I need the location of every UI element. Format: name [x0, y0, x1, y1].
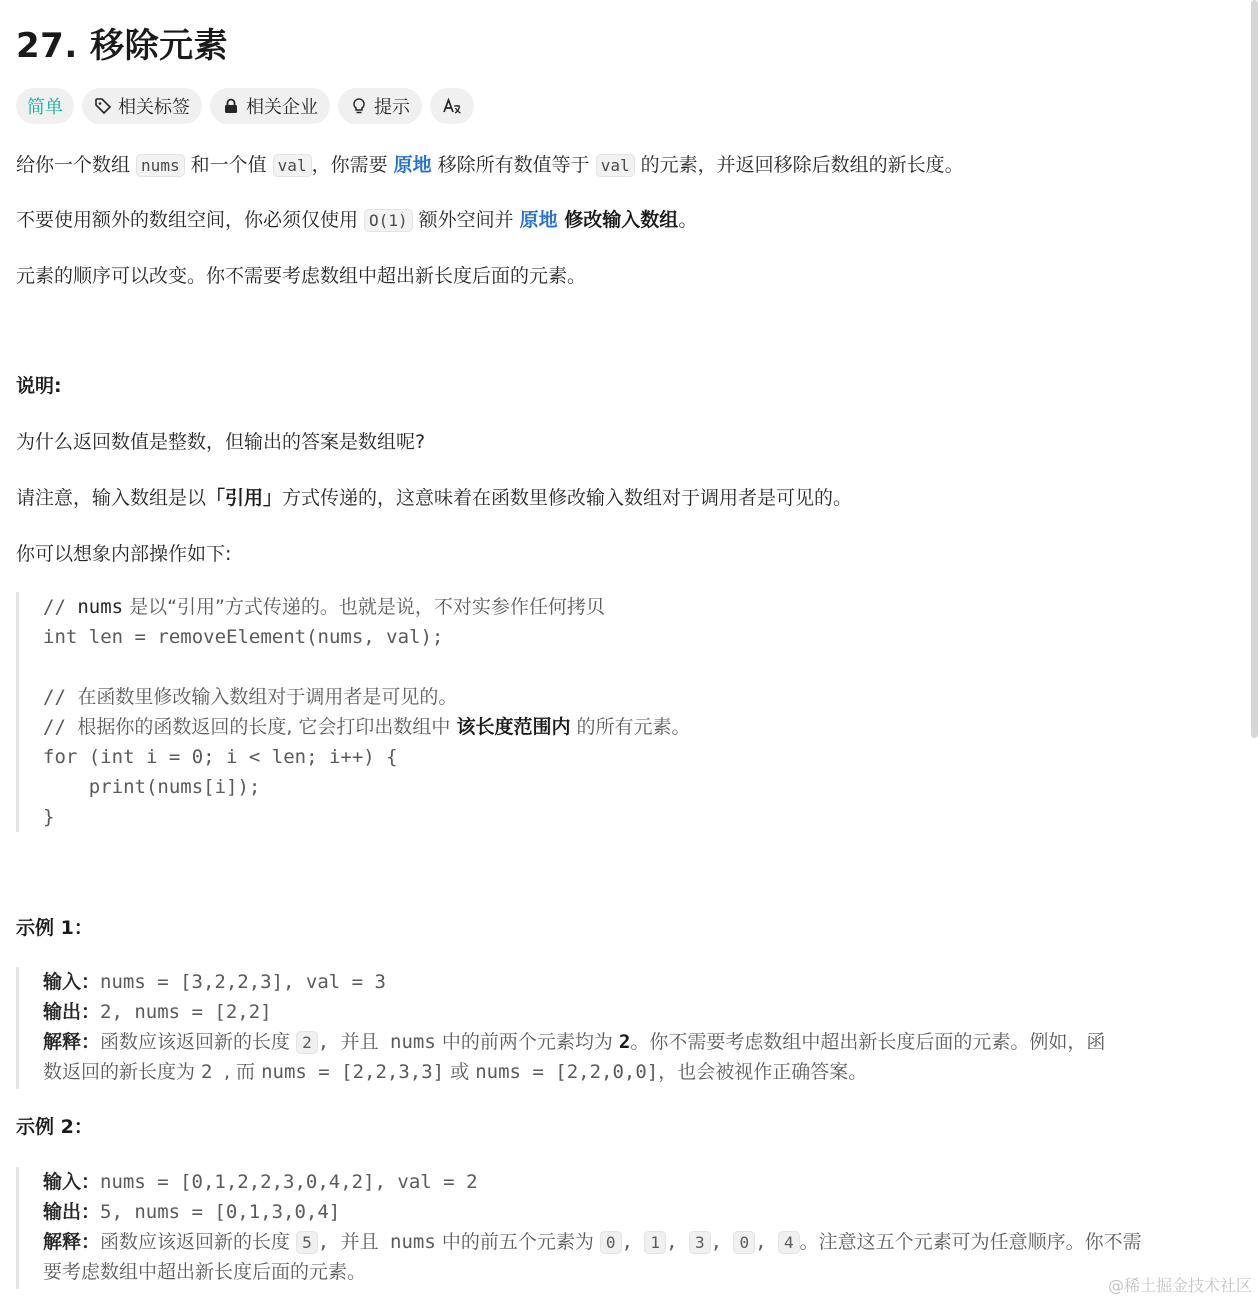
text: 。 [678, 209, 698, 231]
explanation-paragraph [16, 483, 852, 513]
text: 2 [201, 1061, 224, 1083]
output-label: 输出： [43, 1001, 101, 1023]
example-1-block [16, 967, 1244, 1089]
translate-button[interactable] [430, 88, 474, 124]
tag-bar [16, 88, 474, 124]
code-token: nums [77, 596, 124, 618]
bold-text: 「引用」 [206, 487, 283, 509]
text: , 而 [223, 1061, 262, 1083]
related-companies-label: 相关企业 [246, 97, 318, 118]
text: 不要使用额外的数组空间，你必须仅使用 [16, 209, 365, 231]
separator: , [755, 1231, 779, 1253]
text: 数返回的新长度为 [43, 1061, 202, 1083]
example-input [43, 1167, 478, 1197]
text: nums [390, 1231, 436, 1253]
code-comment: // [43, 716, 78, 738]
example-explanation [43, 1027, 1105, 1058]
example-output [43, 1197, 340, 1227]
explanation-label: 解释： [43, 1231, 101, 1253]
hint-label: 提示 [374, 97, 410, 118]
example-2-heading: 示例 2： [16, 1116, 93, 1138]
inline-code: 4 [778, 1231, 800, 1254]
text: 额外空间并 [412, 209, 520, 231]
inline-code: 2 [296, 1031, 318, 1054]
inline-code: O(1) [364, 209, 413, 232]
inline-code: val [273, 154, 312, 177]
inline-code: nums [136, 154, 185, 177]
bold-text: 修改输入数组 [557, 209, 679, 231]
text: , 并且 [317, 1031, 391, 1053]
input-value: nums = [3,2,2,3], val = 3 [100, 971, 386, 993]
code-line: print(nums[i]); [43, 776, 261, 798]
difficulty-badge[interactable]: 简单 [16, 88, 74, 124]
inline-code: 5 [296, 1231, 318, 1254]
inline-code: 0 [600, 1231, 622, 1254]
input-value: nums = [0,1,2,2,3,0,4,2], val = 2 [100, 1171, 478, 1193]
code-line [43, 712, 691, 742]
code-comment: // [43, 596, 78, 618]
code-comment: 在函数里修改输入数组对于调用者是可见的。 [77, 686, 458, 708]
example-output [43, 997, 272, 1027]
text: 和一个值 [184, 154, 273, 176]
text: 移除所有数值等于 [431, 154, 596, 176]
related-tags-label: 相关标签 [118, 97, 190, 118]
text: 要考虑数组中超出新长度后面的元素。 [43, 1261, 367, 1283]
hint-button[interactable] [338, 88, 422, 124]
bold-text: 2 [618, 1031, 631, 1053]
text: 函数应该返回新的长度 [100, 1231, 297, 1253]
input-label: 输入： [43, 1171, 101, 1193]
text: 或 [444, 1061, 476, 1083]
lock-icon [222, 97, 240, 115]
tag-icon [94, 97, 112, 115]
text: ，你需要 [311, 154, 394, 176]
text: , 并且 [317, 1231, 391, 1253]
code-line: int len = removeElement(nums, val); [43, 626, 444, 648]
code-comment: 的所有元素。 [570, 716, 691, 738]
text: 请注意，输入数组是以 [16, 487, 207, 509]
text: 中的前五个元素为 [435, 1231, 600, 1253]
text: ，也会被视作正确答案。 [658, 1061, 868, 1083]
explanation-heading: 说明: [16, 375, 62, 397]
inline-code: val [596, 154, 635, 177]
vertical-scrollbar[interactable] [1251, 0, 1258, 738]
inline-code: 1 [644, 1231, 666, 1254]
related-tags-button[interactable] [82, 88, 202, 124]
separator: , [621, 1231, 645, 1253]
text: 的元素，并返回移除后数组的新长度。 [634, 154, 964, 176]
translate-icon [442, 97, 462, 115]
example-input [43, 967, 386, 997]
example-explanation-cont [43, 1257, 366, 1287]
example-explanation [43, 1227, 1142, 1258]
output-label: 输出： [43, 1201, 101, 1223]
related-companies-button[interactable] [210, 88, 330, 124]
code-line [43, 682, 457, 712]
example-1-heading: 示例 1： [16, 917, 93, 939]
text: 给你一个数组 [16, 154, 137, 176]
text: 。注意这五个元素可为任意顺序。你不需 [799, 1231, 1142, 1253]
code-line: for (int i = 0; i < len; i++) { [43, 746, 398, 768]
code-block [16, 592, 919, 832]
text: 。你不需要考虑数组中超出新长度后面的元素。例如，函 [630, 1031, 1106, 1053]
text: nums = [2,2,3,3] [261, 1061, 445, 1083]
lightbulb-icon [350, 97, 368, 115]
text: 中的前两个元素均为 [435, 1031, 619, 1053]
inline-code: 3 [689, 1231, 711, 1254]
explanation-question: 为什么返回数值是整数，但输出的答案是数组呢? [16, 431, 426, 453]
emphasis-link[interactable]: 原地 [393, 154, 432, 176]
explanation-label: 解释： [43, 1031, 101, 1053]
text: 函数应该返回新的长度 [100, 1031, 297, 1053]
problem-title: 27. 移除元素 [16, 26, 229, 66]
inline-code: 0 [733, 1231, 755, 1254]
separator: , [710, 1231, 734, 1253]
code-comment: 根据你的函数返回的长度, 它会打印出数组中 [77, 716, 457, 738]
watermark: @稀土掘金技术社区 [1107, 1276, 1252, 1295]
emphasis-link[interactable]: 原地 [519, 209, 558, 231]
text: 方式传递的，这意味着在函数里修改输入数组对于调用者是可见的。 [282, 487, 853, 509]
separator: , [666, 1231, 689, 1253]
output-value: 5, nums = [0,1,3,0,4] [100, 1201, 341, 1223]
description-paragraph-1 [16, 150, 964, 181]
code-line: } [43, 806, 55, 828]
input-label: 输入： [43, 971, 101, 993]
example-explanation-cont [43, 1057, 867, 1087]
description-paragraph-3: 元素的顺序可以改变。你不需要考虑数组中超出新长度后面的元素。 [16, 265, 587, 287]
bold-text: 该长度范围内 [456, 716, 571, 738]
text: nums = [2,2,0,0] [475, 1061, 659, 1083]
explanation-intro: 你可以想象内部操作如下: [16, 543, 232, 565]
code-comment: // [43, 686, 78, 708]
description-paragraph-2 [16, 205, 697, 236]
code-comment: 是以“引用”方式传递的。也就是说，不对实参作任何拷贝 [123, 596, 605, 618]
output-value: 2, nums = [2,2] [100, 1001, 272, 1023]
code-line [43, 592, 605, 622]
example-2-block [16, 1167, 1244, 1289]
text: nums [390, 1031, 436, 1053]
